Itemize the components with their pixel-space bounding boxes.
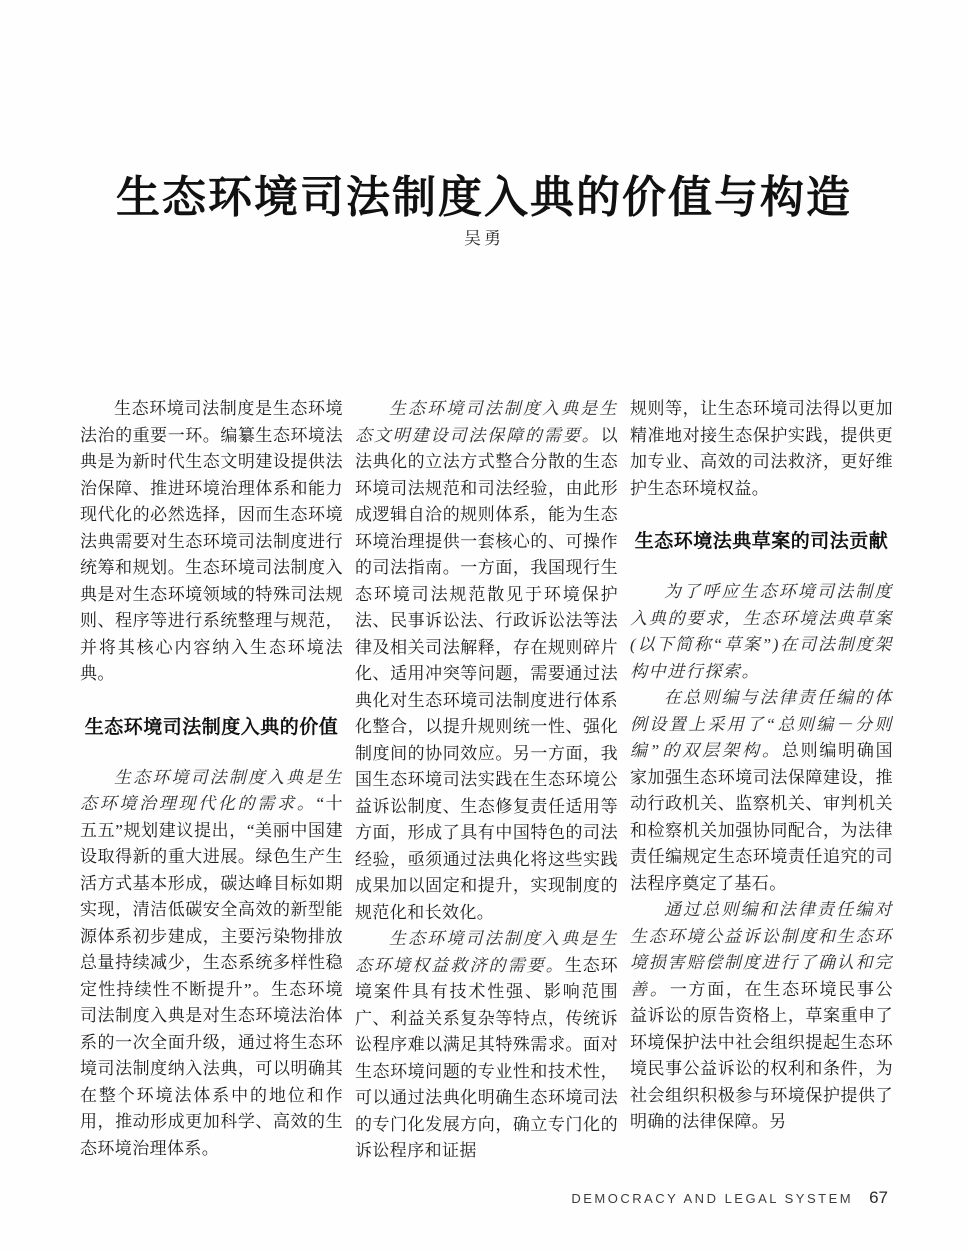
paragraph: [355, 396, 618, 926]
paragraph: [80, 765, 343, 1163]
article-title: 生态环境司法制度入典的价值与构造: [116, 173, 852, 223]
paragraph-rest: 总则编明确国家加强生态环境司法保障建设，推动行政机关、监察机关、审判机关和检察机关加强协同配合，为法律责任编规定生态环境责任追究的司法程序奠定了基石。: [630, 741, 893, 893]
paragraph-lead: 在总则编与法律责任编的体例设置上采用了“总则编－分则编”的双层架构。: [630, 688, 893, 760]
paragraph-lead: 生态环境司法制度入典是生态环境治理现代化的需求。: [80, 767, 343, 813]
paragraph-continuation: 规则等，让生态环境司法得以更加精准地对接生态保护实践，提供更加专业、高效的司法救济，更好维护生态环境权益。: [630, 399, 893, 498]
paragraph-lead: 通过总则编和法律责任编对生态环境公益诉讼制度和生态环境损害赔偿制度进行了确认和完善。: [630, 900, 893, 999]
paragraph: [630, 897, 893, 1136]
paragraph-rest: 一方面，在生态环境民事公益诉讼的原告资格上，草案重申了环境保护法中社会组织提起生态环境民事公益诉讼的权利和条件，为社会组织积极参与环境保护提供了明确的法律保障。另: [630, 979, 893, 1131]
paragraph: 生态环境司法制度是生态环境法治的重要一环。编纂生态环境法典是为新时代生态文明建设提供法治保障、推进环境治理体系和能力现代化的必然选择，因而生态环境法典需要对生态环境司法制度进行统筹和规划。生态环境司法制度入典是对生态环境领域的特殊司法规则、程序等进行系统整理与规范，并将其核心内容纳入生态环境法典。: [80, 399, 343, 683]
text-column-3: [630, 396, 893, 1186]
paragraph-rest: 以法典化的立法方式整合分散的生态环境司法规范和司法经验，由此形成逻辑自洽的规则体系，能为生态环境治理提供一套核心的、可操作的司法指南。一方面，我国现行生态环境司法规范散见于环境保护法、民事诉讼法、行政诉讼法等法律及相关司法解释，存在规则碎片化、适用冲突等问题，需要通过法典化对生态环境司法制度进行体系化整合，以提升规则统一性、强化制度间的协同效应。另一方面，我国生态环境司法实践在生态环境公益诉讼制度、生态修复责任适用等方面，形成了具有中国特色的司法经验，亟须通过法典化将这些实践成果加以固定和提升，实现制度的规范化和长效化。: [355, 425, 618, 922]
page-number: 67: [869, 1188, 888, 1207]
journal-name: DEMOCRACY AND LEGAL SYSTEM: [571, 1191, 854, 1206]
paragraph-rest: 生态环境案件具有技术性强、影响范围广、利益关系复杂等特点，传统诉讼程序难以满足其特殊需求。面对生态环境问题的专业性和技术性，可以通过法典化明确生态环境司法的专门化发展方向，确立专门化的诉讼程序和证据: [355, 955, 618, 1160]
section-heading-contribution: 生态环境法典草案的司法贡献: [634, 531, 889, 552]
paragraph: 为了呼应生态环境司法制度入典的要求，生态环境法典草案(以下简称“草案”)在司法制度架构中进行探索。: [630, 582, 893, 681]
paragraph-rest: “十五五”规划建议提出，“美丽中国建设取得新的重大进展。绿色生产生活方式基本形成，碳达峰目标如期实现，清洁低碳安全高效的新型能源体系初步建成，主要污染物排放总量持续减少，生态系统多样性稳定性持续性不断提升”。生态环境司法制度入典是对生态环境法治体系的一次全面升级，通过将生态环境司法制度纳入法典，可以明确其在整个环境法体系中的地位和作用，推动形成更加科学、高效的生态环境治理体系。: [80, 794, 343, 1158]
paragraph-lead: 生态环境司法制度入典是生态环境权益救济的需要。: [355, 929, 618, 975]
section-heading-value: 生态环境司法制度入典的价值: [84, 716, 339, 738]
author-name: 吴勇: [464, 229, 504, 248]
page-footer: [571, 1188, 888, 1208]
paragraph-lead: 生态环境司法制度入典是生态文明建设司法保障的需要。: [355, 399, 618, 445]
text-column-2: [355, 396, 618, 1186]
paragraph: [355, 926, 618, 1165]
text-column-1: [80, 396, 343, 1186]
paragraph: [630, 685, 893, 897]
